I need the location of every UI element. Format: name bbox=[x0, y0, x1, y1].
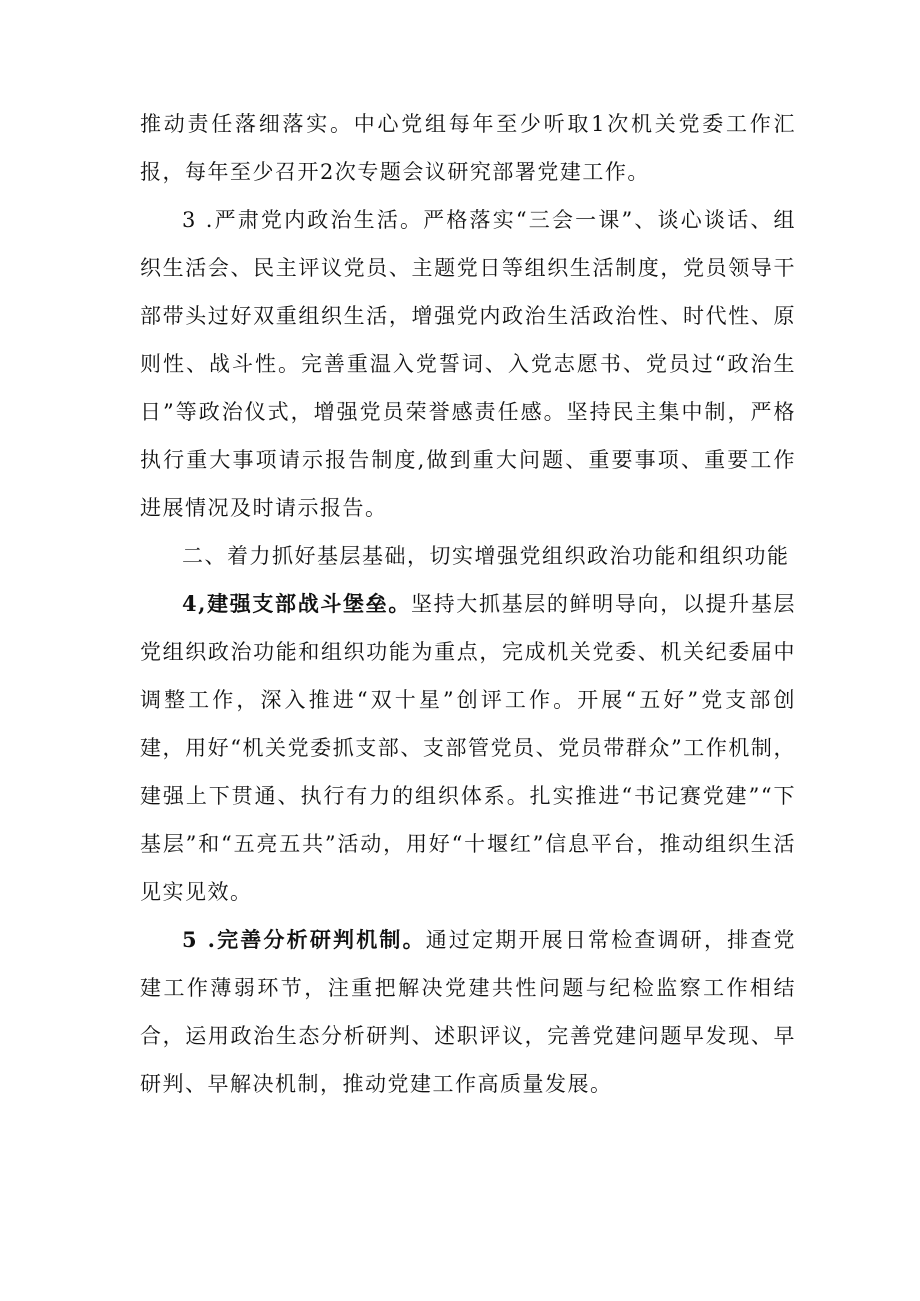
section-heading bbox=[140, 532, 796, 580]
section-heading-text: 二、着力抓好基层基础，切实增强党组织政治功能和组织功能 bbox=[182, 544, 790, 568]
paragraph-2-text: 3 .严肃党内政治生活。严格落实“三会一课”、谈心谈话、组织生活会、民主评议党员、主题党日等组织生活制度，党员领导干部带头过好双重组织生活，增强党内政治生活政治性、时代性、原则性、战斗性。完善重温入党誓词、入党志愿书、党员过“政治生日”等政治仪式，增强党员荣誉感责任感。坚持民主集中制，严格执行重大事项请示报告制度,做到重大问题、重要事项、重要工作进展情况及时请示报告。 bbox=[140, 208, 796, 520]
paragraph-5-lead: 5 .完善分析研判机制。 bbox=[182, 927, 426, 952]
paragraph-2 bbox=[140, 196, 796, 532]
paragraph-5-text: 通过定期开展日常检查调研，排查党建工作薄弱环节，注重把解决党建共性问题与纪检监察工作相结合，运用政治生态分析研判、述职评议，完善党建问题早发现、早研判、早解决机制，推动党建工作高质量发展。 bbox=[140, 928, 796, 1096]
paragraph-1 bbox=[140, 100, 796, 196]
paragraph-4-text: 坚持大抓基层的鲜明导向，以提升基层党组织政治功能和组织功能为重点，完成机关党委、机关纪委届中调整工作，深入推进“双十星”创评工作。开展“五好”党支部创建，用好“机关党委抓支部、支部管党员、党员带群众”工作机制，建强上下贯通、执行有力的组织体系。扎实推进“书记赛党建”“下基层”和“五亮五共”活动，用好“十堰红”信息平台，推动组织生活见实见效。 bbox=[140, 592, 796, 904]
paragraph-5 bbox=[140, 916, 796, 1108]
paragraph-4-lead: 4,建强支部战斗堡垒。 bbox=[182, 591, 411, 616]
paragraph-4 bbox=[140, 580, 796, 916]
paragraph-1-text: 推动责任落细落实。中心党组每年至少听取1次机关党委工作汇报，每年至少召开2次专题会议研究部署党建工作。 bbox=[140, 112, 796, 184]
document-body bbox=[140, 100, 796, 1108]
